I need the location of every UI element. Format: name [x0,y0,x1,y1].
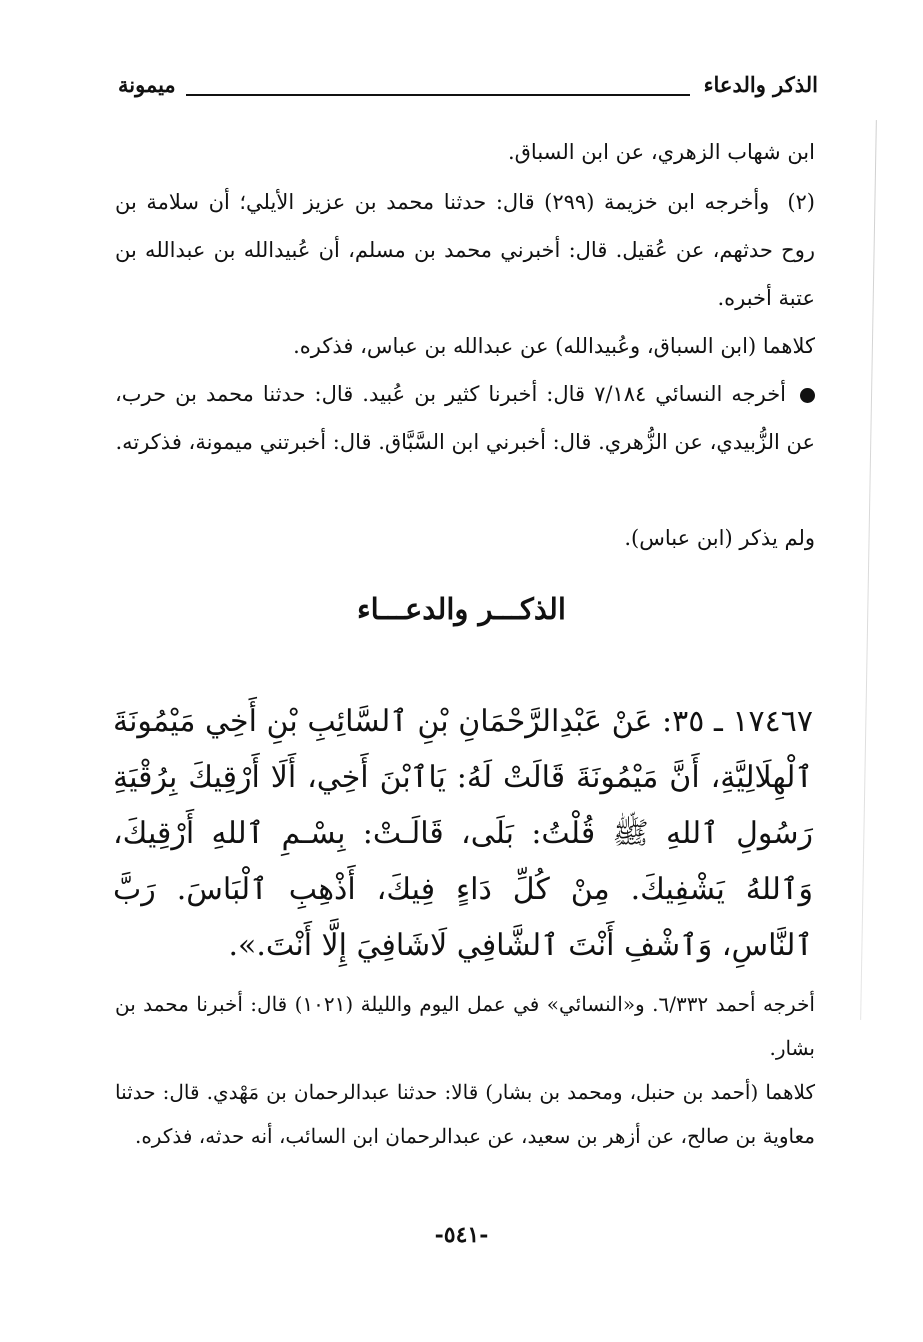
footnote-2 [115,178,815,322]
continuation-text: ابن شهاب الزهري، عن ابن السباق. [507,140,815,164]
footnote-number: (٢) [787,190,815,214]
both-line-text: كلاهما (ابن السباق، وعُبيدالله) عن عبدالله بن عباس، فذكره. [293,334,815,358]
footnote-2-text: وأخرجه ابن خزيمة (٢٩٩) قال: حدثنا محمد بن عزيز الأيلي؛ أن سلامة بن روح حدثهم، عن عُقيل. قال: أخبرني محمد بن مسلم، أن عُبيدالله بن عبدالله بن عتبة أخبره. [115,190,815,310]
nasai-note-text: أخرجه النسائي ٧/١٨٤ قال: أخبرنا كثير بن عُبيد. قال: حدثنا محمد بن حرب، عن الزُّبيدي، عن الزُّهري. قال: أخبرني ابن السَّبَّاق. قال: أخبرتني ميمونة، فذكرته. [115,382,815,454]
header-section-title: الذكر والدعاء [703,72,818,97]
bullet-icon [800,388,815,403]
section-title: الذكـــر والدعـــاء [357,592,566,626]
page-number: -٥٤١- [434,1222,489,1248]
continuation-line [115,128,815,176]
no-mention-text: ولم يذكر (ابن عباس). [624,526,815,550]
header-rule [186,94,690,96]
footnote-2-paragraph [115,178,815,322]
header-narrator: ميمونة [118,72,176,97]
no-mention-line [115,514,815,562]
running-header [118,72,818,106]
hadith-block [113,694,813,974]
takhrij-block [115,982,815,1158]
both-line [115,322,815,370]
nasai-note [115,370,815,466]
takhrij-paragraph-2: كلاهما (أحمد بن حنبل، ومحمد بن بشار) قالا: حدثنا عبدالرحمان بن مَهْدي. قال: حدثنا معاوية بن صالح، عن أزهر بن سعيد، عن عبدالرحمان ابن السائب، أنه حدثه، فذكره. [115,1080,815,1148]
scan-margin-line [860,120,877,1020]
nasai-note-paragraph [115,370,815,466]
hadith-text: ١٧٤٦٧ ـ ٣٥: عَنْ عَبْدِالرَّحْمَانِ بْنِ ٱلسَّائِبِ بْنِ أَخِي مَيْمُونَةَ ٱلْهِلَالِيَّةِ، أَنَّ مَيْمُونَةَ قَالَتْ لَهُ: يَاٱبْنَ أَخِي، أَلَا أَرْقِيكَ بِرُقْيَةِ رَسُولِ ٱللهِ ﷺ قُلْتُ: بَلَى، قَالَـتْ: بِسْـمِ ٱللهِ أَرْقِيكَ، وَٱللهُ يَشْفِيكَ. مِنْ كُلِّ دَاءٍ فِيكَ، أَذْهِبِ ٱلْبَاسَ. رَبَّ ٱلنَّاسِ، وَٱشْفِ أَنْتَ ٱلشَّافِي لَاشَافِيَ إِلَّا أَنْتَ.». [113,704,813,963]
takhrij-paragraph-1: أخرجه أحمد ٦/٣٣٢. و«النسائي» في عمل اليوم والليلة (١٠٢١) قال: أخبرنا محمد بن بشار. [115,992,815,1060]
